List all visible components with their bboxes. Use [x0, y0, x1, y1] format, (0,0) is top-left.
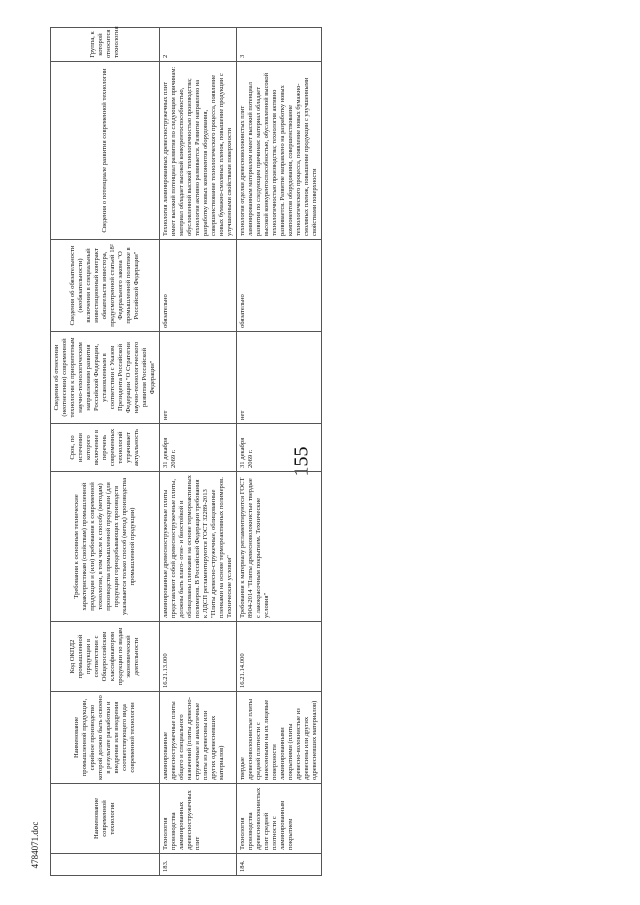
header-product-name: Наименование промышленной продукции, серийное производство которой должно быть освоено в результате разработки и внедрения или внедрения соответствующего вида современной технологии: [51, 692, 160, 784]
row-obligation: обязательно: [237, 240, 322, 332]
header-requirements: Требования к основным технические характеристикам (свойствам) промышленной продукции и (или) требования к современной технологии, в том числе к способу (методам) производства промышленной продукции (для продукции горнодобывающих производств указывается только способ (метод) производства промышленной продукции): [51, 472, 160, 622]
row-product-name: твердые древесноволокнистые плиты средней плотности с нанесенными на их лицевые поверхности ламинированными покрытиями (плиты древесно-волокнистые из древесины или других одревесневших материалов): [237, 692, 322, 784]
row-priority: нет: [160, 332, 237, 424]
row-product-name: ламинированные древесностружечные плиты общего и специального назначений (плиты древесно-стружечные и аналогичные плиты из древесины или других одревесневших материалов): [160, 692, 237, 784]
row-number: 184.: [237, 854, 322, 876]
header-group: Группа, к которой относится технология: [51, 28, 160, 62]
header-potential: Сведения о потенциале развития современной технологии: [51, 62, 160, 240]
header-okpd-code: Код ОКПД2 промышленной продукции в соответствии с Общероссийским классификатором продукции по видам экономической деятельности: [51, 622, 160, 692]
row-group: 3: [237, 28, 322, 62]
row-priority: нет: [237, 332, 322, 424]
row-tech-name: Технология производства древесноволокнистых плит средней плотности с ламинированным покрытием: [237, 784, 322, 854]
header-obligation: Сведения об обязательности (необязательности) включения в специальный инвестиционный контракт обязательств инвестора, предусмотренной статьей 18² Федерального закона "О промышленной политике в Российской Федерации": [51, 240, 160, 332]
row-potential: технология отделки древесноволокнистых плит ламинированным материалом имеет высокий потенциал развития по следующим причинам: материал обладает высокой конкурентоспособностью, обусловленной высокой технологичностью производства; технология активно развивается. Развитие направлено на разработку новых компонентов оборудования, совершенствование технологического процесса, появление новых бумажно-смоляных пленок, повышение продукции с улучшенными свойствами поверхности: [237, 62, 322, 240]
row-obligation: обязательно: [160, 240, 237, 332]
rotated-table-area: [50, 26, 640, 872]
page-number: 155: [290, 446, 313, 477]
row-tech-name: Технология производства ламинированных древесностружечных плит: [160, 784, 237, 854]
row-deadline: 31 декабря 2069 г.: [237, 424, 322, 472]
table-sheet: [50, 28, 624, 876]
row-group: 2: [160, 28, 237, 62]
technology-table: [50, 27, 322, 876]
header-deadline: Срок, по истечении которого включение в перечень современных технологий утрачивает актуальность: [51, 424, 160, 472]
table-row: [160, 28, 237, 876]
header-row: [51, 28, 160, 876]
table-row: [237, 28, 322, 876]
header-priority: Сведения об отнесении (неотнесении) современной технологии к приоритетным научно-технологическим направлениям развития Российской Федерации, установленным в соответствии с Указом Президента Российской Федерации "О Стратегии научно-технологического развития Российской Федерации": [51, 332, 160, 424]
header-tech-name: Наименование современной технологии: [51, 784, 160, 854]
row-potential: Технология ламинированных древесностружечных плит имеет высокий потенциал развития по следующим причинам: материал обладает высокой конкурентоспособностью, обусловленной высокой технологичностью производства; технология активно развивается. Развитие направлено на разработку новых компонентов оборудования, совершенствование технологического процесса, появление новых бумажно-смоляных пленок, повышение продукции с улучшенными свойствами поверхности: [160, 62, 237, 240]
row-okpd-code: 16.21.14.000: [237, 622, 322, 692]
row-number: 183.: [160, 854, 237, 876]
row-requirements: ламинированные древесностружечные плиты представляют собой древесностружечные плиты, должны быть влаго- огне- и биостойкой и облицованы пленками на основе термореактивных полимеров. В Российской Федерации требования к ЛДСП регламентируются ГОСТ 32289-2013 "Плиты древесно-стружечные, облицованные пленками на основе термореактивных полимеров. Технические условия": [160, 472, 237, 622]
row-requirements: Требования к материалу регламентируются ГОСТ 8904-2014 "Плиты древесноволокнистые твердые с лакокрасочным покрытием. Технические условия": [237, 472, 322, 622]
footer-file-name: 4784071.doc: [30, 821, 40, 869]
header-number: [51, 854, 160, 876]
row-deadline: 31 декабря 2069 г.: [160, 424, 237, 472]
row-okpd-code: 16.21.13.000: [160, 622, 237, 692]
